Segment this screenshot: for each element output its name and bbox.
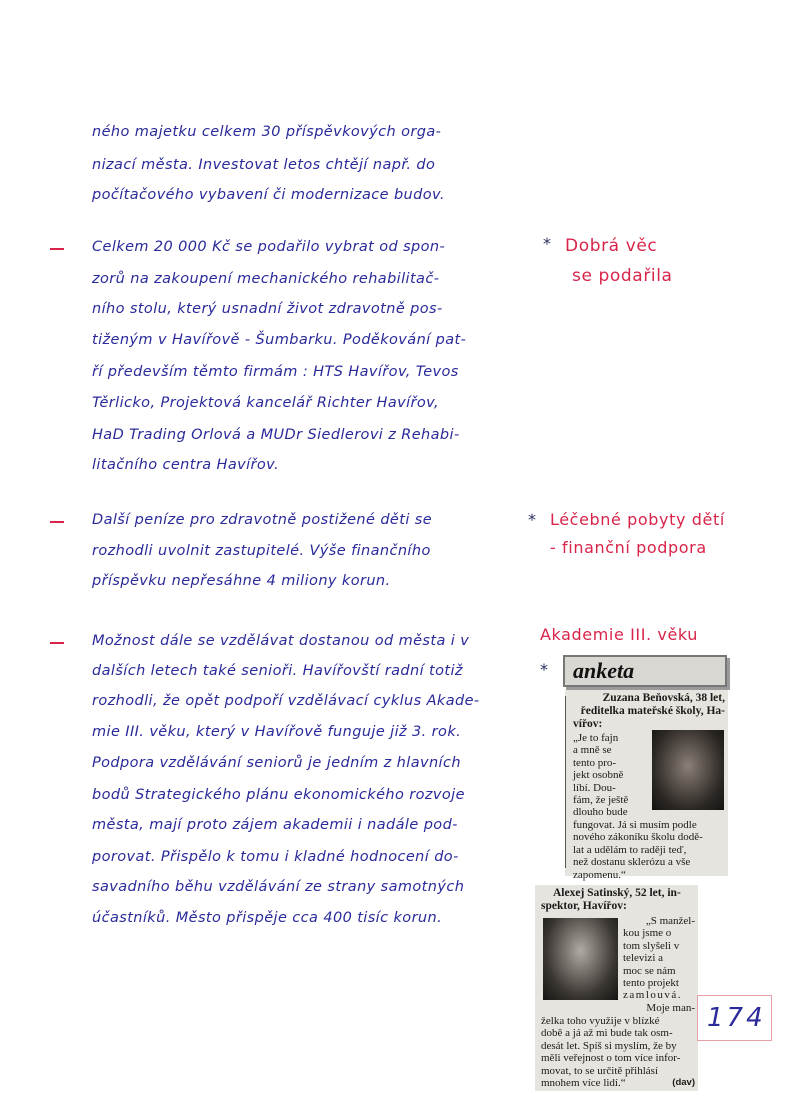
quote-line: movat, to se určitě přihlásí [541,1064,658,1077]
interview-1-quote-narrow [573,732,647,819]
text-line: Podpora vzdělávání seniorů je jedním z hlavních [92,755,461,771]
text-line: Další peníze pro zdravotně postižené děti se [92,512,433,528]
asterisk-icon: * [528,510,536,529]
heading-line: ředitelka mateřské školy, Ha- [580,705,725,717]
byline: (dav) [672,1077,695,1089]
quote-line: líbí. Dou- [573,781,616,794]
page-number-box [697,995,772,1041]
quote-line: nového zákoníku školu dodě- [573,831,703,844]
quote-line: fungovat. Já si musím podle [573,819,697,831]
interview-1-heading [573,692,725,731]
text-line: Těrlicko, Projektová kancelář Richter Havířov, [92,395,439,411]
text-line: účastníků. Město přispěje cca 400 tisíc korun. [92,910,443,926]
bullet-dash [50,521,64,523]
interview-1-quote-wide [573,819,725,881]
quote-line: zapomenu.“ [573,868,626,881]
interview-2-quote-wide [541,1015,695,1089]
portrait-photo [543,918,618,1000]
text-line: mie III. věku, který v Havířově funguje již 3. rok. [92,724,462,740]
quote-line: dlouho bude [573,806,628,819]
text-line: ního stolu, který usnadní život zdravotně pos- [92,301,443,317]
quote-line: desát let. Spíš si myslím, že by [541,1039,677,1052]
quote-line: zamlouvá. [623,989,683,1002]
interview-2 [535,885,698,1091]
text-line: ří především těmto firmám : HTS Havířov, Tevos [92,364,459,380]
column-rule [565,696,566,868]
margin-note-line: se podařila [572,266,673,286]
interview-2-quote-narrow [623,915,695,1014]
page-number: 174 [707,1003,766,1033]
quote-line: době a já až mi bude tak osm- [541,1027,673,1040]
text-line: Celkem 20 000 Kč se podařilo vybrat od spon- [92,239,446,255]
text-line: savadního běhu vzdělávání ze strany samotných [92,879,465,895]
bullet-dash [50,248,64,250]
quote-line: tom slyšeli v [623,939,680,952]
asterisk-icon: * [543,234,551,253]
margin-note-line: Léčebné pobyty dětí [550,510,725,529]
clipping-title: anketa [573,658,635,683]
text-line: dalších letech také senioři. Havířovští radní totiž [92,663,463,679]
clipping-title-box [563,655,727,687]
heading-line: Alexej Satinský, 52 let, in- [553,887,681,899]
quote-line: než dostanu sklerózu a vše [573,856,691,869]
text-line: bodů Strategického plánu ekonomického rozvoje [92,787,465,803]
margin-note-line: Dobrá věc [565,236,658,256]
quote-line: „S manžel- [645,915,695,927]
heading-line: spektor, Havířov: [541,900,627,912]
quote-line: lat a udělám to raději teď, [573,843,687,856]
text-line: ného majetku celkem 30 příspěvkových orga- [92,124,442,140]
heading-line: vířov: [573,718,603,730]
text-line: porovat. Přispělo k tomu i kladné hodnocení do- [92,849,459,865]
portrait-photo [652,730,724,810]
text-line: litačního centra Havířov. [92,457,279,473]
quote-line: „Je to fajn [573,732,619,744]
asterisk-icon: * [540,660,548,679]
margin-note-line: - finanční podpora [550,538,707,557]
quote-line: mnohem více lidí.“ [541,1077,626,1090]
quote-line: moc se nám [623,964,676,977]
bullet-dash [50,642,64,644]
text-line: zorů na zakoupení mechanického rehabilitač- [92,271,440,287]
quote-line: tento projekt [623,977,679,990]
text-line: počítačového vybavení či modernizace budov. [92,187,445,203]
text-line: rozhodli uvolnit zastupitelé. Výše finančního [92,543,431,559]
quote-line: fám, že ještě [573,794,629,807]
text-line: nizací města. Investovat letos chtějí např. do [92,157,436,173]
heading-line: Zuzana Beňovská, 38 let, [602,692,725,704]
interview-1 [565,690,728,881]
quote-line: televizi a [623,952,664,965]
text-line: Možnost dále se vzdělávat dostanou od města i v [92,633,470,649]
quote-line: měli veřejnost o tom více infor- [541,1052,681,1065]
margin-note-line: Akademie III. věku [540,625,699,644]
quote-line: tento pro- [573,756,617,769]
text-line: HaD Trading Orlová a MUDr Siedlerovi z Rehabi- [92,427,460,443]
interview-2-heading [541,887,695,913]
text-line: města, mají proto zájem akademii i nadále pod- [92,817,458,833]
quote-line: Moje man- [646,1001,695,1014]
quote-line: a mně se [573,744,612,757]
quote-line: kou jsme o [623,927,672,940]
text-line: rozhodli, že opět podpoří vzdělávací cyklus Akade- [92,693,480,709]
text-line: příspěvku nepřesáhne 4 miliony korun. [92,573,391,589]
quote-line: želka toho využije v blízké [541,1015,660,1027]
text-line: tiženým v Havířově - Šumbarku. Poděkování pat- [92,332,467,348]
quote-line: jekt osobně [573,769,624,782]
